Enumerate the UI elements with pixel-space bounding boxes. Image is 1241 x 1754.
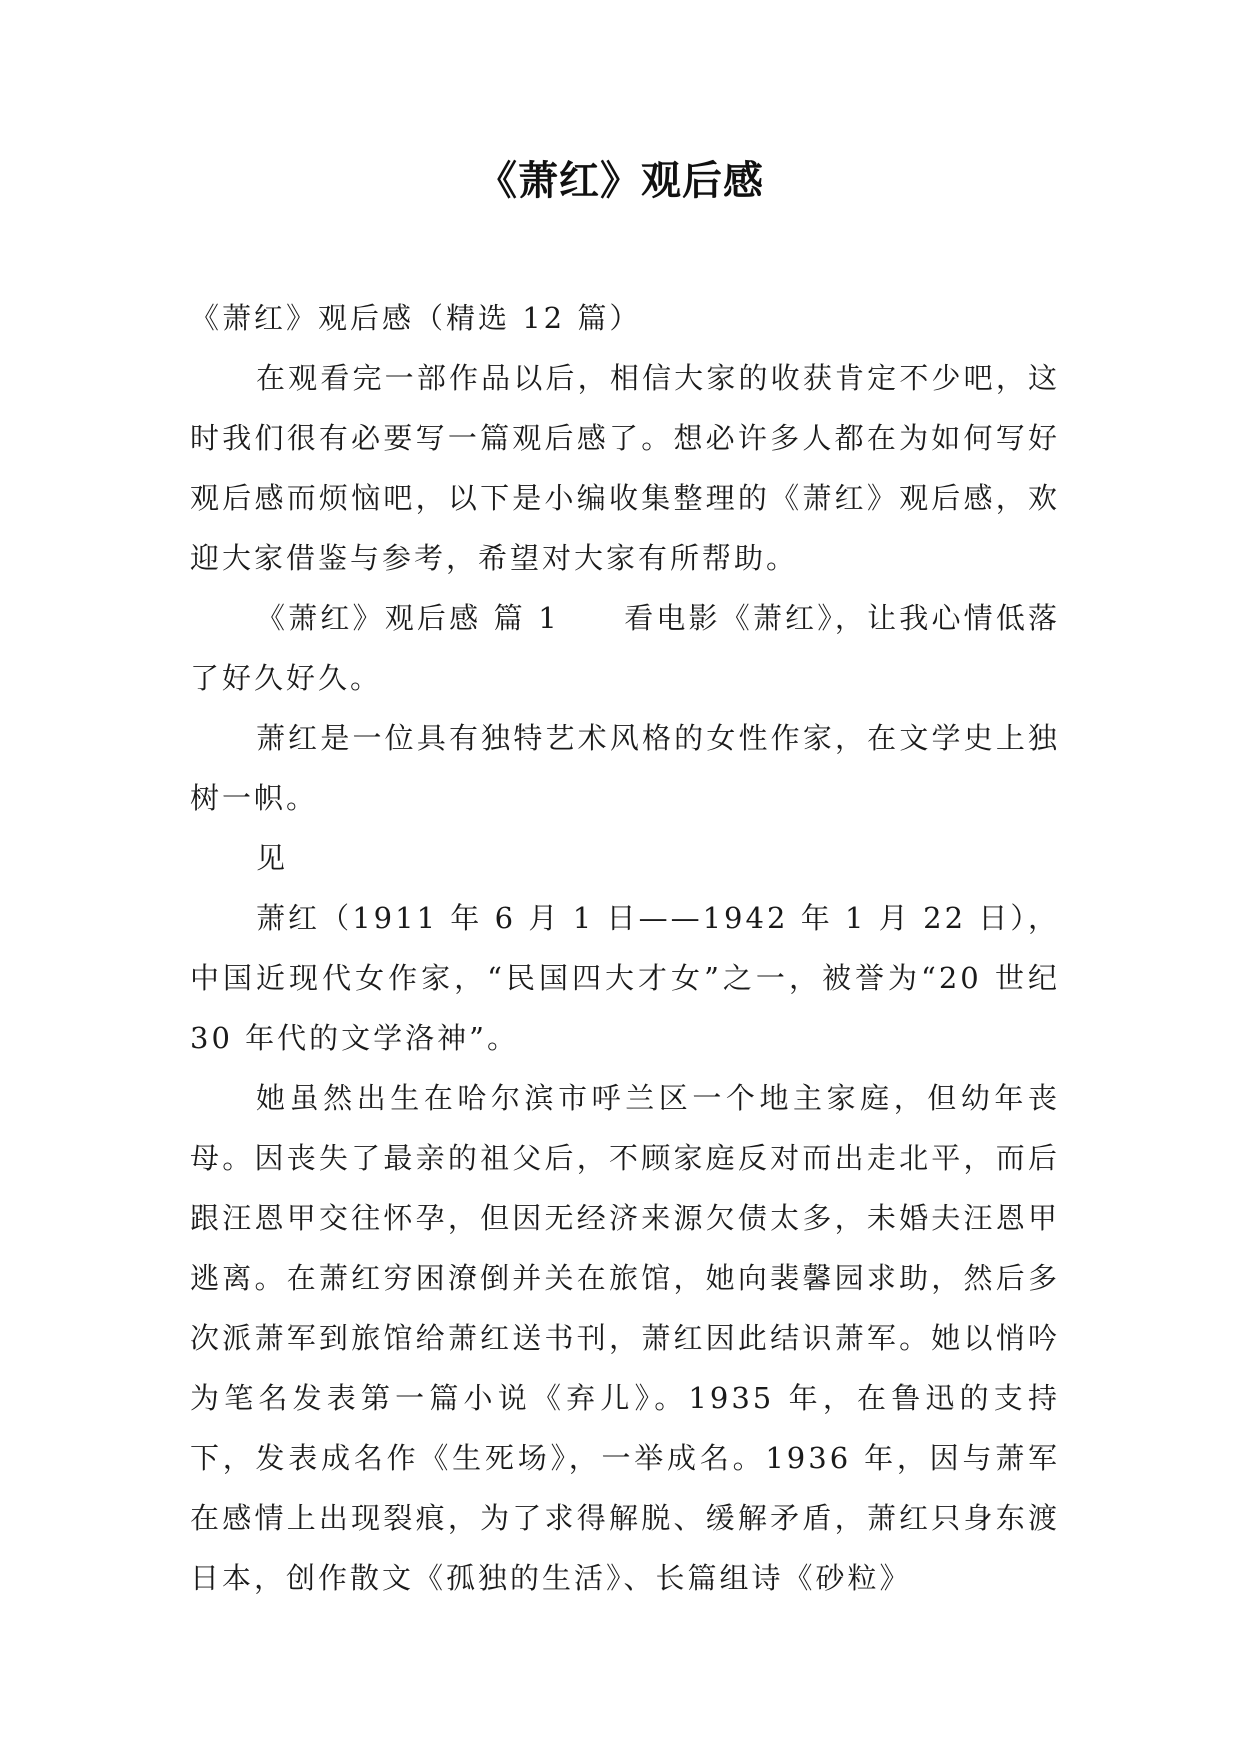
document-title: 《萧红》观后感 [477,158,764,204]
paragraph-intro: 在观看完一部作品以后，相信大家的收获肯定不少吧，这时我们很有必要写一篇观后感了。想必许多人都在为如何写好观后感而烦恼吧，以下是小编收集整理的《萧红》观后感，欢迎大家借鉴与参考，希望对大家有所帮助。 [190,361,1060,575]
paragraph-life-story: 她虽然出生在哈尔滨市呼兰区一个地主家庭，但幼年丧母。因丧失了最亲的祖父后，不顾家庭反对而出走北平，而后跟汪恩甲交往怀孕，但因无经济来源欠债太多，未婚夫汪恩甲逃离。在萧红穷困潦倒并关在旅馆，她向裴馨园求助，然后多次派萧军到旅馆给萧红送书刊，萧红因此结识萧军。她以悄吟为笔名发表第一篇小说《弃儿》。1935 年，在鲁迅的支持下，发表成名作《生死场》，一举成名。1936 年，因与萧军在感情上出现裂痕，为了求得解脱、缓解矛盾，萧红只身东渡日本，创作散文《孤独的生活》、长篇组诗《砂粒》 [190,1081,1060,1595]
paragraph-author-style: 萧红是一位具有独特艺术风格的女性作家，在文学史上独树一帜。 [190,721,1060,815]
paragraph-section-1-heading: 《萧红》观后感 篇 1 看电影《萧红》，让我心情低落了好久好久。 [190,601,1060,695]
paragraph-fragment: 见 [256,841,289,875]
document-body [190,288,1060,1608]
document-subtitle: 《萧红》观后感（精选 12 篇） [190,301,642,335]
paragraph-biography: 萧红（1911 年 6 月 1 日——1942 年 1 月 22 日），中国近现代女作家，“民国四大才女”之一，被誉为“20 世纪 30 年代的文学洛神”。 [190,901,1060,1055]
